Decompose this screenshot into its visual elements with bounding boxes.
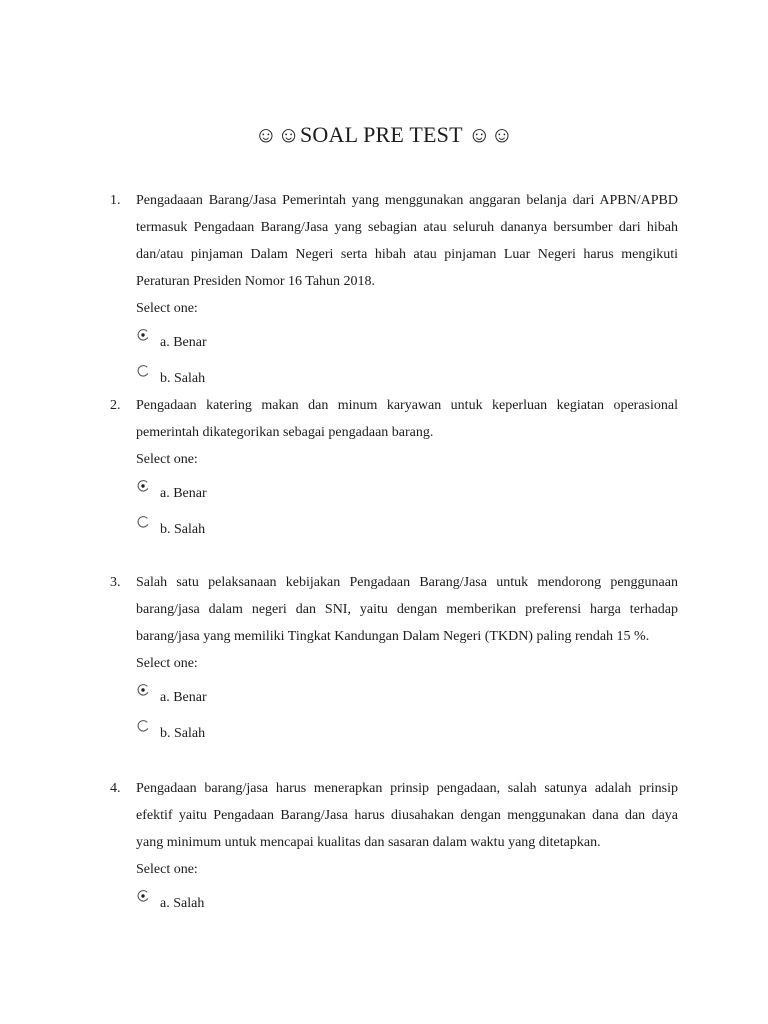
option-label: b. Salah (160, 522, 206, 537)
option-b[interactable] (136, 509, 678, 545)
option-b[interactable] (136, 358, 678, 394)
option-a[interactable] (136, 322, 678, 358)
question-text: Pengadaan katering makan dan minum karyawan untuk keperluan kegiatan operasional pemerintah dikategorikan sebagai pengadaan barang. (136, 398, 678, 440)
option-a[interactable] (136, 883, 678, 919)
question-1 (110, 187, 678, 394)
question-2 (110, 392, 678, 545)
option-b[interactable] (136, 713, 678, 749)
question-number: 1. (110, 193, 121, 208)
radio-selected-icon[interactable] (136, 479, 150, 493)
question-text: Pengadaan barang/jasa harus menerapkan prinsip pengadaan, salah satunya adalah prinsip efektif yaitu Pengadaan Barang/Jasa harus diusahakan dengan menggunakan dana dan daya yang minimum untuk mencapai kualitas dan sasaran dalam waktu yang ditetapkan. (136, 781, 678, 850)
option-label: a. Benar (160, 690, 207, 705)
option-label: b. Salah (160, 726, 206, 741)
radio-unselected-icon[interactable] (136, 515, 150, 529)
select-one-label: Select one: (136, 301, 198, 316)
question-text: Pengadaaan Barang/Jasa Pemerintah yang menggunakan anggaran belanja dari APBN/APBD termasuk Pengadaan Barang/Jasa yang sebagian atau seluruh dananya bersumber dari hibah dan/atau pinjaman Dalam Negeri serta hibah atau pinjaman Luar Negeri harus mengikuti Peraturan Presiden Nomor 16 Tahun 2018. (136, 193, 678, 289)
radio-unselected-icon[interactable] (136, 719, 150, 733)
page-title: ☺☺SOAL PRE TEST ☺☺ (254, 122, 514, 147)
option-a[interactable] (136, 677, 678, 713)
option-a[interactable] (136, 473, 678, 509)
select-one-label: Select one: (136, 452, 198, 467)
radio-selected-icon[interactable] (136, 683, 150, 697)
question-number: 3. (110, 575, 121, 590)
select-one-label: Select one: (136, 656, 198, 671)
question-4 (110, 775, 678, 919)
radio-selected-icon[interactable] (136, 889, 150, 903)
radio-unselected-icon[interactable] (136, 364, 150, 378)
option-label: b. Salah (160, 371, 206, 386)
question-number: 2. (110, 398, 121, 413)
radio-selected-icon[interactable] (136, 328, 150, 342)
option-label: a. Salah (160, 896, 205, 911)
option-label: a. Benar (160, 486, 207, 501)
question-3 (110, 569, 678, 749)
option-label: a. Benar (160, 335, 207, 350)
select-one-label: Select one: (136, 862, 198, 877)
question-text: Salah satu pelaksanaan kebijakan Pengadaan Barang/Jasa untuk mendorong penggunaan barang/jasa dalam negeri dan SNI, yaitu dengan memberikan preferensi harga terhadap barang/jasa yang memiliki Tingkat Kandungan Dalam Negeri (TKDN) paling rendah 15 %. (136, 575, 678, 644)
question-number: 4. (110, 781, 121, 796)
